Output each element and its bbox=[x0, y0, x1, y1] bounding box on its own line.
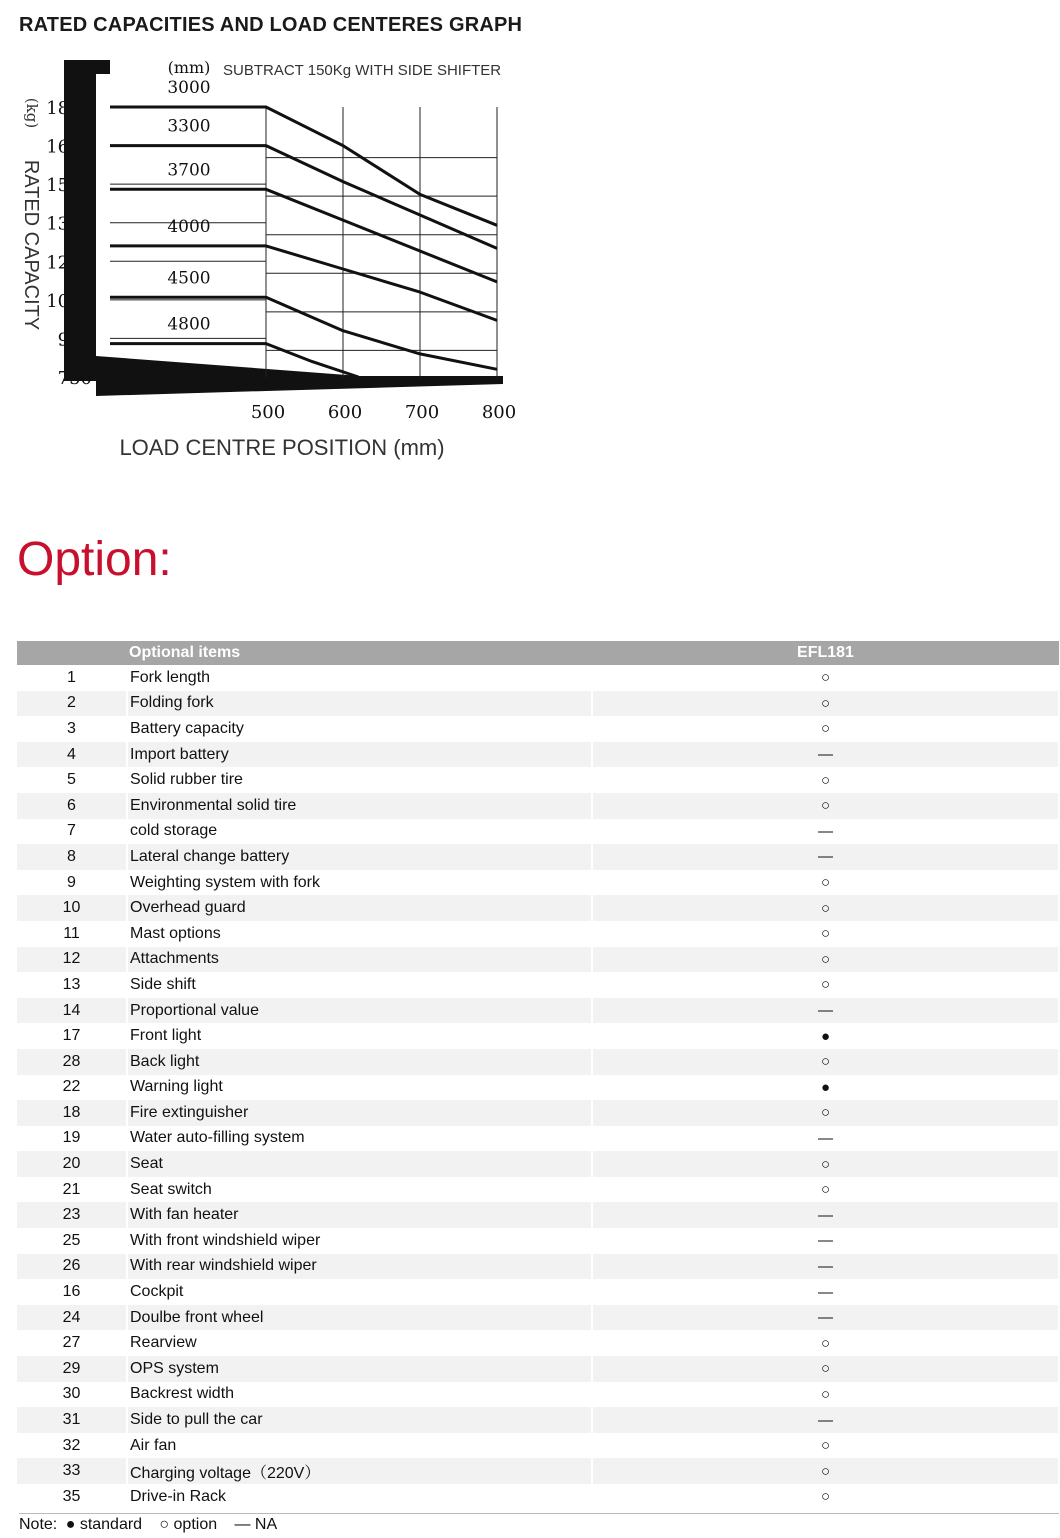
row-item: Seat bbox=[127, 1151, 592, 1177]
table-row bbox=[17, 895, 1059, 921]
row-number: 30 bbox=[17, 1382, 127, 1408]
table-row bbox=[17, 844, 1059, 870]
row-availability: ○ bbox=[592, 1330, 1059, 1356]
row-item: Overhead guard bbox=[127, 895, 592, 921]
options-table bbox=[17, 641, 1060, 1510]
row-availability: ○ bbox=[592, 1382, 1059, 1408]
row-item: Side to pull the car bbox=[127, 1407, 592, 1433]
row-availability: ○ bbox=[592, 1458, 1059, 1484]
row-number: 31 bbox=[17, 1407, 127, 1433]
note-option: ○ option bbox=[159, 1516, 218, 1533]
row-availability: ○ bbox=[592, 870, 1059, 896]
row-number: 20 bbox=[17, 1151, 127, 1177]
row-item: Front light bbox=[127, 1023, 592, 1049]
row-item: With fan heater bbox=[127, 1202, 592, 1228]
table-row bbox=[17, 1484, 1059, 1510]
row-availability: ○ bbox=[592, 921, 1059, 947]
row-item: Drive-in Rack bbox=[127, 1484, 592, 1510]
row-number: 33 bbox=[17, 1458, 127, 1484]
capacity-chart bbox=[0, 40, 540, 470]
row-availability: — bbox=[592, 1279, 1059, 1305]
row-item: Weighting system with fork bbox=[127, 870, 592, 896]
table-row bbox=[17, 665, 1059, 691]
table-row bbox=[17, 819, 1059, 845]
table-row bbox=[17, 1228, 1059, 1254]
row-number: 1 bbox=[17, 665, 127, 691]
row-availability: ○ bbox=[592, 767, 1059, 793]
row-availability: — bbox=[592, 844, 1059, 870]
row-availability: ○ bbox=[592, 972, 1059, 998]
series-label-4800: 4800 bbox=[167, 314, 211, 335]
row-number: 10 bbox=[17, 895, 127, 921]
x-tick-label: 700 bbox=[404, 402, 440, 423]
note-label: Note: bbox=[19, 1516, 58, 1533]
row-availability: — bbox=[592, 1305, 1059, 1331]
row-item: Solid rubber tire bbox=[127, 767, 592, 793]
row-item: Fire extinguisher bbox=[127, 1100, 592, 1126]
row-number: 12 bbox=[17, 947, 127, 973]
row-item: With front windshield wiper bbox=[127, 1228, 592, 1254]
x-tick-label: 500 bbox=[250, 402, 286, 423]
row-number: 7 bbox=[17, 819, 127, 845]
row-number: 19 bbox=[17, 1126, 127, 1152]
note-standard: ● standard bbox=[65, 1516, 143, 1533]
series-label-3000: 3000 bbox=[167, 78, 211, 98]
table-row bbox=[17, 767, 1059, 793]
row-item: Side shift bbox=[127, 972, 592, 998]
row-number: 26 bbox=[17, 1254, 127, 1280]
row-number: 4 bbox=[17, 742, 127, 768]
row-availability: ○ bbox=[592, 1049, 1059, 1075]
row-number: 24 bbox=[17, 1305, 127, 1331]
row-number: 27 bbox=[17, 1330, 127, 1356]
y-tick-label: 1050 bbox=[46, 290, 92, 312]
row-availability: — bbox=[592, 1228, 1059, 1254]
row-availability: — bbox=[592, 1202, 1059, 1228]
option-title: Option: bbox=[17, 533, 172, 586]
header-model: EFL181 bbox=[592, 641, 1059, 665]
table-row bbox=[17, 972, 1059, 998]
row-item: Doulbe front wheel bbox=[127, 1305, 592, 1331]
row-availability: ○ bbox=[592, 1484, 1059, 1510]
row-availability: ● bbox=[592, 1023, 1059, 1049]
x-axis-label: LOAD CENTRE POSITION (mm) bbox=[119, 435, 445, 460]
row-item: Charging voltage（220V） bbox=[127, 1458, 592, 1484]
series-label-3700: 3700 bbox=[167, 160, 211, 181]
table-row bbox=[17, 716, 1059, 742]
y-tick-label: 1500 bbox=[46, 175, 92, 197]
table-row bbox=[17, 870, 1059, 896]
row-availability: — bbox=[592, 998, 1059, 1024]
row-number: 22 bbox=[17, 1075, 127, 1101]
row-availability: ○ bbox=[592, 1100, 1059, 1126]
row-availability: ○ bbox=[592, 947, 1059, 973]
row-availability: ● bbox=[592, 1075, 1059, 1101]
y-tick-label: 1200 bbox=[46, 252, 92, 274]
row-item: Proportional value bbox=[127, 998, 592, 1024]
side-shifter-note: SUBTRACT 150Kg WITH SIDE SHIFTER bbox=[223, 62, 502, 79]
row-number: 23 bbox=[17, 1202, 127, 1228]
row-availability: — bbox=[592, 1407, 1059, 1433]
row-item: Folding fork bbox=[127, 691, 592, 717]
y-tick-label: 1800 bbox=[46, 98, 92, 119]
row-number: 21 bbox=[17, 1177, 127, 1203]
table-row bbox=[17, 1305, 1059, 1331]
table-row bbox=[17, 1356, 1059, 1382]
row-item: Water auto-filling system bbox=[127, 1126, 592, 1152]
table-row bbox=[17, 1023, 1059, 1049]
row-availability: ○ bbox=[592, 691, 1059, 717]
row-availability: ○ bbox=[592, 716, 1059, 742]
row-item: Attachments bbox=[127, 947, 592, 973]
table-header-row bbox=[17, 641, 1059, 665]
row-availability: ○ bbox=[592, 793, 1059, 819]
series-label-4500: 4500 bbox=[167, 268, 211, 289]
row-item: Back light bbox=[127, 1049, 592, 1075]
row-item: cold storage bbox=[127, 819, 592, 845]
table-row bbox=[17, 1279, 1059, 1305]
table-row bbox=[17, 1075, 1059, 1101]
table-row bbox=[17, 1458, 1059, 1484]
row-availability: ○ bbox=[592, 1356, 1059, 1382]
row-item: Environmental solid tire bbox=[127, 793, 592, 819]
table-row bbox=[17, 1382, 1059, 1408]
row-item: Air fan bbox=[127, 1433, 592, 1459]
row-number: 28 bbox=[17, 1049, 127, 1075]
row-availability: — bbox=[592, 1126, 1059, 1152]
graph-title: RATED CAPACITIES AND LOAD CENTERES GRAPH bbox=[19, 14, 523, 36]
row-availability: ○ bbox=[592, 665, 1059, 691]
table-row bbox=[17, 691, 1059, 717]
table-row bbox=[17, 947, 1059, 973]
row-availability: — bbox=[592, 742, 1059, 768]
y-tick-label: 900 bbox=[57, 329, 92, 351]
y-tick-label: 1350 bbox=[46, 213, 92, 235]
row-number: 18 bbox=[17, 1100, 127, 1126]
row-number: 13 bbox=[17, 972, 127, 998]
row-item: OPS system bbox=[127, 1356, 592, 1382]
table-row bbox=[17, 1049, 1059, 1075]
note-na: — NA bbox=[234, 1516, 278, 1533]
row-item: Seat switch bbox=[127, 1177, 592, 1203]
row-item: Cockpit bbox=[127, 1279, 592, 1305]
row-number: 8 bbox=[17, 844, 127, 870]
x-tick-label: 600 bbox=[327, 402, 363, 423]
row-item: Battery capacity bbox=[127, 716, 592, 742]
row-number: 6 bbox=[17, 793, 127, 819]
row-availability: ○ bbox=[592, 1177, 1059, 1203]
row-item: Import battery bbox=[127, 742, 592, 768]
table-row bbox=[17, 998, 1059, 1024]
row-availability: ○ bbox=[592, 1433, 1059, 1459]
row-item: Warning light bbox=[127, 1075, 592, 1101]
row-number: 16 bbox=[17, 1279, 127, 1305]
row-number: 25 bbox=[17, 1228, 127, 1254]
y-tick-label: 1650 bbox=[46, 136, 92, 158]
row-item: Backrest width bbox=[127, 1382, 592, 1408]
table-row bbox=[17, 742, 1059, 768]
y-axis-label: RATED CAPACITY bbox=[20, 159, 42, 331]
table-row bbox=[17, 1433, 1059, 1459]
x-tick-label: 800 bbox=[481, 402, 517, 423]
table-row bbox=[17, 1177, 1059, 1203]
header-optional-items: Optional items bbox=[127, 641, 592, 665]
series-label-4000: 4000 bbox=[167, 216, 211, 237]
series-unit-label: (mm) bbox=[167, 58, 211, 77]
row-number: 9 bbox=[17, 870, 127, 896]
row-item: Lateral change battery bbox=[127, 844, 592, 870]
table-row bbox=[17, 1100, 1059, 1126]
row-availability: — bbox=[592, 819, 1059, 845]
row-item: Fork length bbox=[127, 665, 592, 691]
row-number: 11 bbox=[17, 921, 127, 947]
row-availability: ○ bbox=[592, 1151, 1059, 1177]
table-row bbox=[17, 1407, 1059, 1433]
row-item: Rearview bbox=[127, 1330, 592, 1356]
row-item: With rear windshield wiper bbox=[127, 1254, 592, 1280]
table-row bbox=[17, 1330, 1059, 1356]
table-row bbox=[17, 1254, 1059, 1280]
row-number: 17 bbox=[17, 1023, 127, 1049]
table-row bbox=[17, 1126, 1059, 1152]
row-number: 3 bbox=[17, 716, 127, 742]
row-number: 35 bbox=[17, 1484, 127, 1510]
row-number: 2 bbox=[17, 691, 127, 717]
fork-silhouette bbox=[96, 356, 503, 396]
row-number: 32 bbox=[17, 1433, 127, 1459]
table-row bbox=[17, 793, 1059, 819]
table-row bbox=[17, 1151, 1059, 1177]
header-num bbox=[17, 641, 127, 665]
y-tick-label: 750 bbox=[57, 368, 92, 389]
row-number: 14 bbox=[17, 998, 127, 1024]
row-availability: — bbox=[592, 1254, 1059, 1280]
legend-note bbox=[19, 1513, 1059, 1534]
row-number: 29 bbox=[17, 1356, 127, 1382]
table-row bbox=[17, 921, 1059, 947]
y-unit-label: (kg) bbox=[23, 97, 41, 129]
table-row bbox=[17, 1202, 1059, 1228]
row-availability: ○ bbox=[592, 895, 1059, 921]
row-number: 5 bbox=[17, 767, 127, 793]
series-label-3300: 3300 bbox=[167, 116, 211, 137]
row-item: Mast options bbox=[127, 921, 592, 947]
